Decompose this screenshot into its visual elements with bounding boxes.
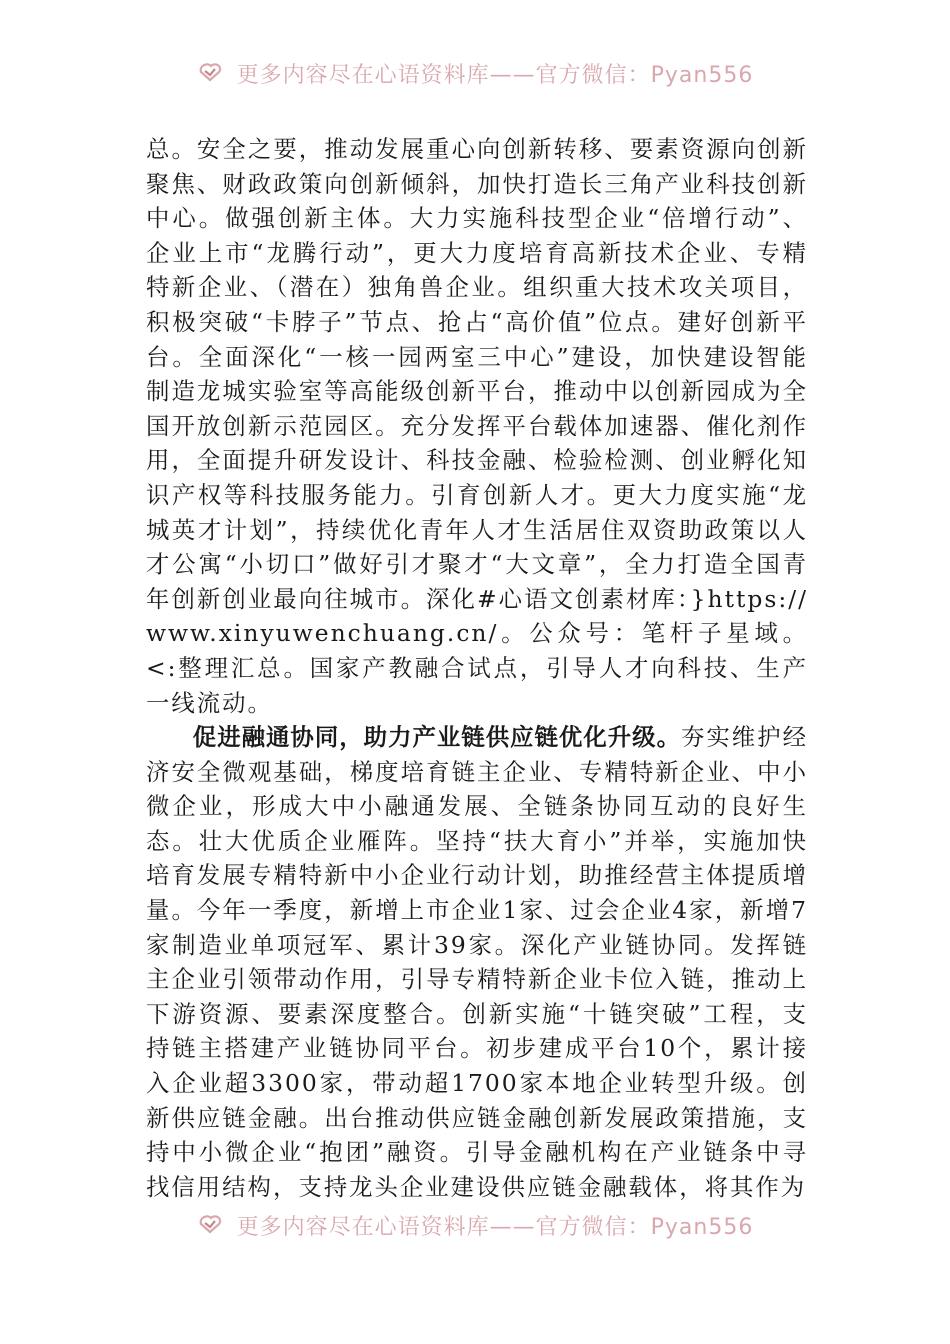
body-paragraph-1: 总。安全之要，推动发展重心向创新转移、要素资源向创新聚焦、财政政策向创新倾斜，加快打造长三角产业科技创新中心。做强创新主体。大力实施科技型企业“倍增行动”、企业上市“龙腾行动”，更大力度培育高新技术企业、专精特新企业、（潜在）独角兽企业。组织重大技术攻关项目，积极突破“卡脖子”节点、抢占“高价值”位点。建好创新平台。全面深化“一核一园两室三中心”建设，加快建设智能制造龙城实验室等高能级创新平台，推动中以创新园成为全国开放创新示范园区。充分发挥平台载体加速器、催化剂作用，全面提升研发设计、科技金融、检验检测、创业孵化知识产权等科技服务能力。引育创新人才。更大力度实施“龙城英才计划”，持续优化青年人才生活居住双资助政策以人才公寓“小切口”做好引才聚才“大文章”，全力打造全国青年创新创业最向往城市。深化#心语文创素材库：}https://www.xinyuwenchuang.cn/。公众号：笔杆子星域。<:整理汇总。国家产教融合试点，引导人才向科技、生产一线流动。 bbox=[146, 135, 808, 717]
paragraph-text: 夯实维护经济安全微观基础，梯度培育链主企业、专精特新企业、中小微企业，形成大中小融通发展、全链条协同互动的良好生态。壮大优质企业雁阵。坚持“扶大育小”并举，实施加快培育发展专精特新中小企业行动计划，助推经营主体提质增量。今年一季度，新增上市企业1家、过会企业4家，新增7家制造业单项冠军、累计39家。深化产业链协同。发挥链主企业引领带动作用，引导专精特新企业卡位入链，推动上下游资源、要素深度整合。创新实施“十链突破”工程，支持链主搭建产业链协同平台。初步建成平台10个，累计接入企业超3300家，带动超1700家本地企业转型升级。创新供应链金融。出台推动供应链金融创新发展政策措施，支持中小微企业“抱团”融资。引导金融机构在产业链条中寻找信用结构，支持龙头企业建设供应链金融载体，将其作为 bbox=[146, 723, 809, 1201]
watermark-footer bbox=[0, 1210, 950, 1240]
watermark-text: 更多内容尽在心语资料库——官方微信：Pyan556 bbox=[236, 63, 754, 88]
watermark-logo-icon bbox=[197, 60, 223, 88]
body-paragraph-2 bbox=[146, 720, 808, 1204]
paragraph-heading: 促进融通协同，助力产业链供应链优化升级。 bbox=[192, 723, 681, 752]
watermark-logo-icon bbox=[197, 1212, 223, 1240]
watermark-header bbox=[0, 58, 950, 88]
watermark-text: 更多内容尽在心语资料库——官方微信：Pyan556 bbox=[236, 1215, 754, 1240]
document-body bbox=[146, 132, 808, 1204]
